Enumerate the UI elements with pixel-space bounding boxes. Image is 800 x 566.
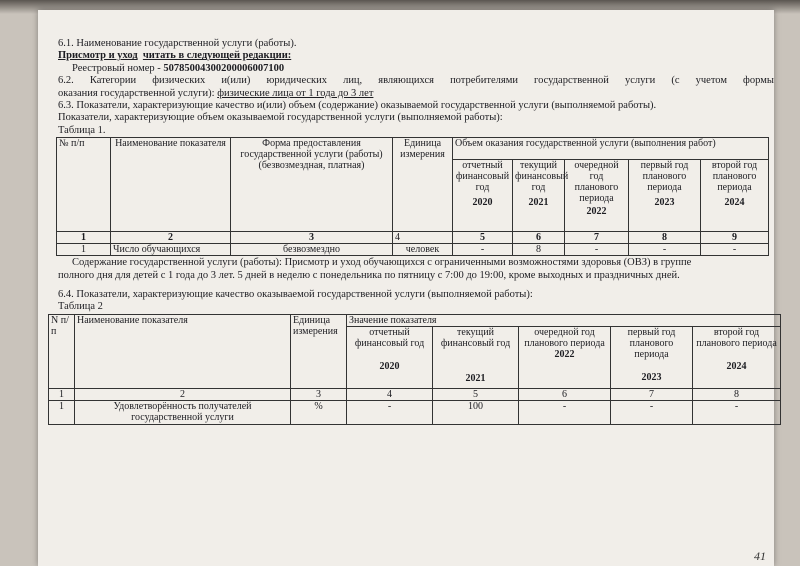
row-value: - <box>629 244 701 256</box>
row-value: - <box>565 244 629 256</box>
word: лиц, <box>343 75 363 87</box>
row-value: - <box>453 244 513 256</box>
period-year: 2020 <box>472 197 493 209</box>
t1-header-unit: Единица измерения <box>393 138 453 232</box>
row-value: - <box>701 244 769 256</box>
col-number: 8 <box>693 388 781 400</box>
word: потребителями <box>450 75 518 87</box>
word: физических <box>152 75 206 87</box>
word: и(или) <box>221 75 251 87</box>
table-row <box>49 400 781 424</box>
period-label: очередной год планового периода <box>574 160 619 205</box>
document-content <box>51 38 777 425</box>
col-number: 6 <box>519 388 611 400</box>
t2-period <box>519 326 611 388</box>
word: юридических <box>266 75 327 87</box>
row-num: 1 <box>57 244 111 256</box>
section-6-3: 6.3. Показатели, характеризующие качество и(или) объем (содержание) оказываемой государственной услуги (выполняемой работы). <box>58 100 657 112</box>
period-year: 2021 <box>528 197 549 209</box>
period-label: текущий финансовый год <box>440 326 511 349</box>
col-number: 3 <box>291 388 347 400</box>
t1-header-volume: Объем оказания государственной услуги (выполнения работ) <box>453 138 769 160</box>
service-name-line <box>58 50 774 62</box>
table-row <box>57 244 769 256</box>
edition-note: читать в следующей редакции: <box>142 50 292 62</box>
period-label: отчетный финансовый год <box>354 326 425 349</box>
period-year: 2023 <box>654 197 675 209</box>
t2-header-value: Значение показателя <box>347 314 781 326</box>
word: формы <box>743 75 774 87</box>
volume-table <box>56 137 769 256</box>
word: государственной <box>534 75 609 87</box>
period-year: 2024 <box>724 197 745 209</box>
word: 6.2. <box>58 75 74 87</box>
consumer-category: физические лица от 1 года до 3 лет <box>217 87 374 99</box>
t1-header-name: Наименование показателя <box>111 138 231 232</box>
period-year: 2022 <box>586 206 607 218</box>
section-6-2-line2 <box>58 88 774 100</box>
service-name: Присмотр и уход <box>58 50 138 62</box>
word: являющихся <box>378 75 434 87</box>
period-year: 2023 <box>641 371 662 383</box>
table2-caption: Таблица 2 <box>58 301 103 313</box>
period-label: первый год планового периода <box>640 160 689 194</box>
col-number: 3 <box>231 232 393 244</box>
row-value: - <box>519 400 611 424</box>
period-year: 2021 <box>465 372 486 384</box>
col-number: 1 <box>57 232 111 244</box>
col-number: 2 <box>111 232 231 244</box>
period-label: отчетный финансовый год <box>455 160 510 194</box>
col-number: 1 <box>49 388 75 400</box>
row-value: - <box>611 400 693 424</box>
t2-header-num: N п/п <box>49 314 75 388</box>
t1-period <box>453 160 513 232</box>
content-line1: Содержание государственной услуги (работы): Присмотр и уход обучающихся с ограниченными возможностями здоровья (ОВЗ) в группе <box>72 257 692 269</box>
word: учетом <box>695 75 727 87</box>
col-number: 5 <box>453 232 513 244</box>
t1-period <box>629 160 701 232</box>
period-label: второй год планового периода <box>711 160 758 194</box>
row-unit: человек <box>393 244 453 256</box>
section-6-1: 6.1. Наименование государственной услуги (работы). <box>58 38 297 49</box>
t1-header-form: Форма предоставления государственной услуги (работы) (безвозмездная, платная) <box>231 138 393 232</box>
row-unit: % <box>291 400 347 424</box>
t1-period <box>701 160 769 232</box>
period-label: текущий финансовый год <box>515 160 569 194</box>
table1-caption: Таблица 1. <box>58 124 106 136</box>
t1-period <box>565 160 629 232</box>
t2-period <box>693 326 781 388</box>
row-value: - <box>347 400 433 424</box>
t2-period <box>347 326 433 388</box>
section-6-2-line1 <box>58 75 774 87</box>
col-number: 7 <box>611 388 693 400</box>
content-line2: полного дня для детей с 1 года до 3 лет. 5 дней в неделю с понедельника по пятницу с 7:00 до 19:00, кроме выходных и праздничных дней. <box>58 269 680 281</box>
period-label: очередной год планового периода <box>524 326 605 349</box>
period-label: первый год планового периода <box>627 326 676 360</box>
col-number: 2 <box>75 388 291 400</box>
t1-period <box>513 160 569 232</box>
period-year: 2022 <box>554 348 575 360</box>
t2-period <box>611 326 693 388</box>
col-number: 7 <box>565 232 629 244</box>
section-6-4: 6.4. Показатели, характеризующие качество оказываемой государственной услуги (выполняемой работы): <box>58 289 533 301</box>
document-page <box>38 10 777 566</box>
registry-number: 50785004300200006007100 <box>163 62 285 74</box>
row-name: Удовлетворённость получателей государственной услуги <box>75 400 291 424</box>
page-number: 41 <box>754 549 766 563</box>
period-label: второй год планового периода <box>696 326 777 349</box>
word: (с <box>671 75 680 87</box>
col-number: 9 <box>701 232 769 244</box>
t1-header-num: № п/п <box>57 138 111 232</box>
row-num: 1 <box>49 400 75 424</box>
t2-header-unit: Единица измерения <box>291 314 347 388</box>
t2-column-numbers <box>49 388 781 400</box>
col-number: 4 <box>393 232 453 244</box>
row-value: 8 <box>513 244 565 256</box>
col-number: 8 <box>629 232 701 244</box>
row-value: 100 <box>433 400 519 424</box>
t2-period <box>433 326 519 388</box>
t1-column-numbers <box>57 232 769 244</box>
volume-heading: Показатели, характеризующие объем оказываемой государственной услуги (выполняемой работы): <box>58 112 503 124</box>
col-number: 5 <box>433 388 519 400</box>
section-6-2-text: оказания государственной услуги): <box>58 87 215 99</box>
row-value: - <box>693 400 781 424</box>
col-number: 6 <box>513 232 565 244</box>
row-name: Число обучающихся <box>111 244 231 256</box>
word: услуги <box>624 75 656 87</box>
row-form: безвозмездно <box>231 244 393 256</box>
word: Категории <box>89 75 137 87</box>
registry-label: Реестровый номер - <box>72 62 161 74</box>
quality-table <box>48 314 781 425</box>
col-number: 4 <box>347 388 433 400</box>
period-year: 2020 <box>379 360 400 372</box>
period-year: 2024 <box>726 360 747 372</box>
registry-line <box>58 63 774 75</box>
t2-header-name: Наименование показателя <box>75 314 291 388</box>
